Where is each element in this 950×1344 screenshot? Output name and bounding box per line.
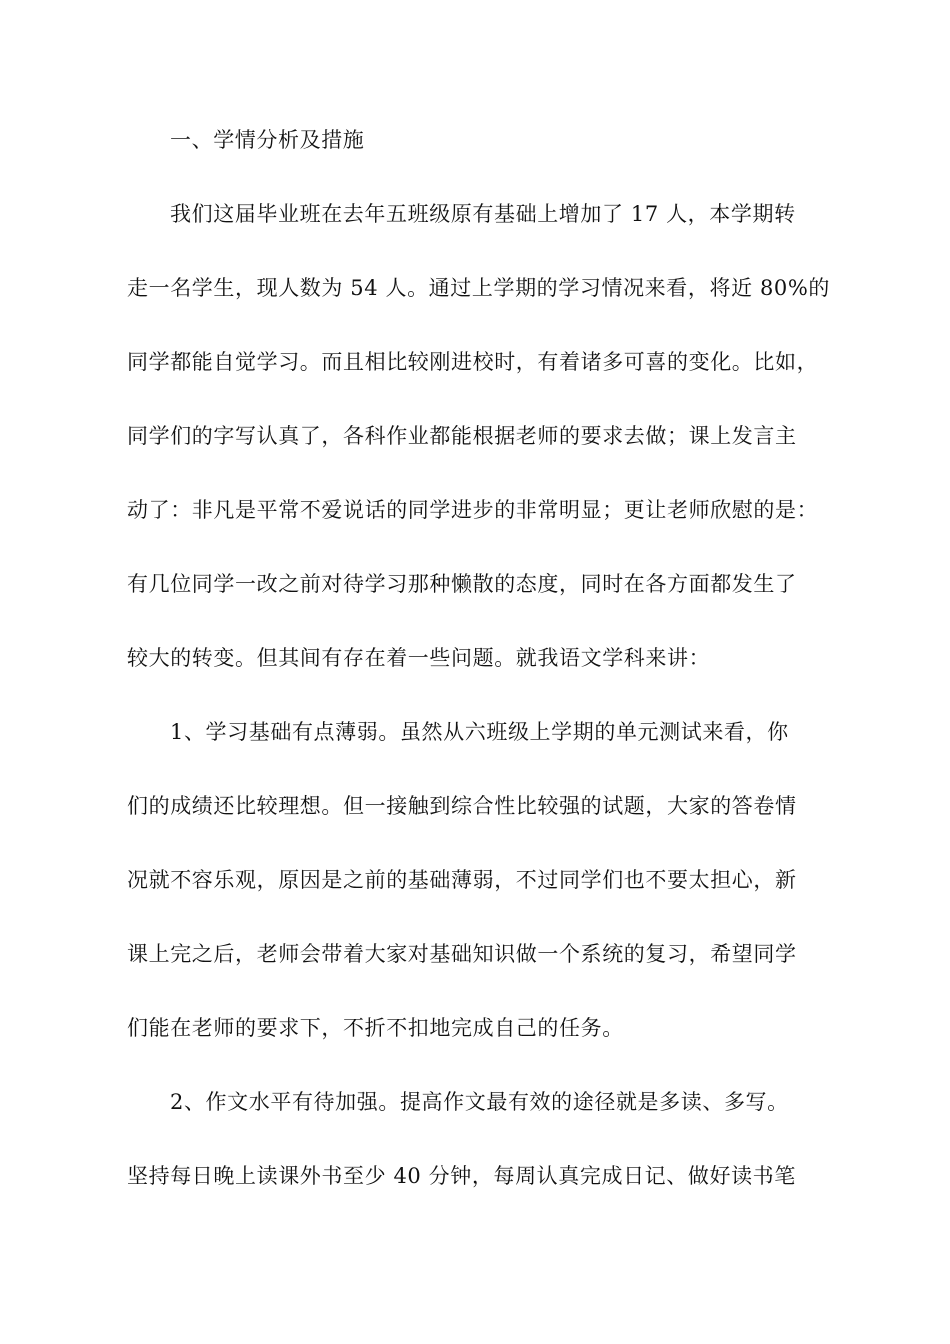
- paragraph-line: 同学都能自觉学习。而且相比较刚进校时，有着诸多可喜的变化。比如，: [127, 350, 819, 374]
- paragraph-line: 同学们的字写认真了，各科作业都能根据老师的要求去做；课上发言主: [127, 424, 797, 448]
- paragraph-line: 课上完之后，老师会带着大家对基础知识做一个系统的复习，希望同学: [127, 942, 797, 966]
- paragraph-line: 况就不容乐观，原因是之前的基础薄弱，不过同学们也不要太担心，新: [127, 868, 797, 892]
- paragraph-line: 1、学习基础有点薄弱。虽然从六班级上学期的单元测试来看，你: [170, 720, 789, 744]
- paragraph-line: 们的成绩还比较理想。但一接触到综合性比较强的试题，大家的答卷情: [127, 794, 797, 818]
- paragraph-line: 走一名学生，现人数为 54 人。通过上学期的学习情况来看，将近 80%的: [127, 276, 831, 300]
- paragraph-line: 们能在老师的要求下，不折不扣地完成自己的任务。: [127, 1016, 624, 1040]
- paragraph-line: 坚持每日晚上读课外书至少 40 分钟，每周认真完成日记、做好读书笔: [127, 1164, 796, 1188]
- paragraph-line: 2、作文水平有待加强。提高作文最有效的途径就是多读、多写。: [170, 1090, 789, 1114]
- section-heading: 一、学情分析及措施: [170, 128, 365, 152]
- paragraph-line: 较大的转变。但其间有存在着一些问题。就我语文学科来讲：: [127, 646, 711, 670]
- paragraph-line: 动了：非凡是平常不爱说话的同学进步的非常明显；更让老师欣慰的是：: [127, 498, 819, 522]
- paragraph-line: 有几位同学一改之前对待学习那种懒散的态度，同时在各方面都发生了: [127, 572, 797, 596]
- paragraph-line: 我们这届毕业班在去年五班级原有基础上增加了 17 人，本学期转: [170, 202, 796, 226]
